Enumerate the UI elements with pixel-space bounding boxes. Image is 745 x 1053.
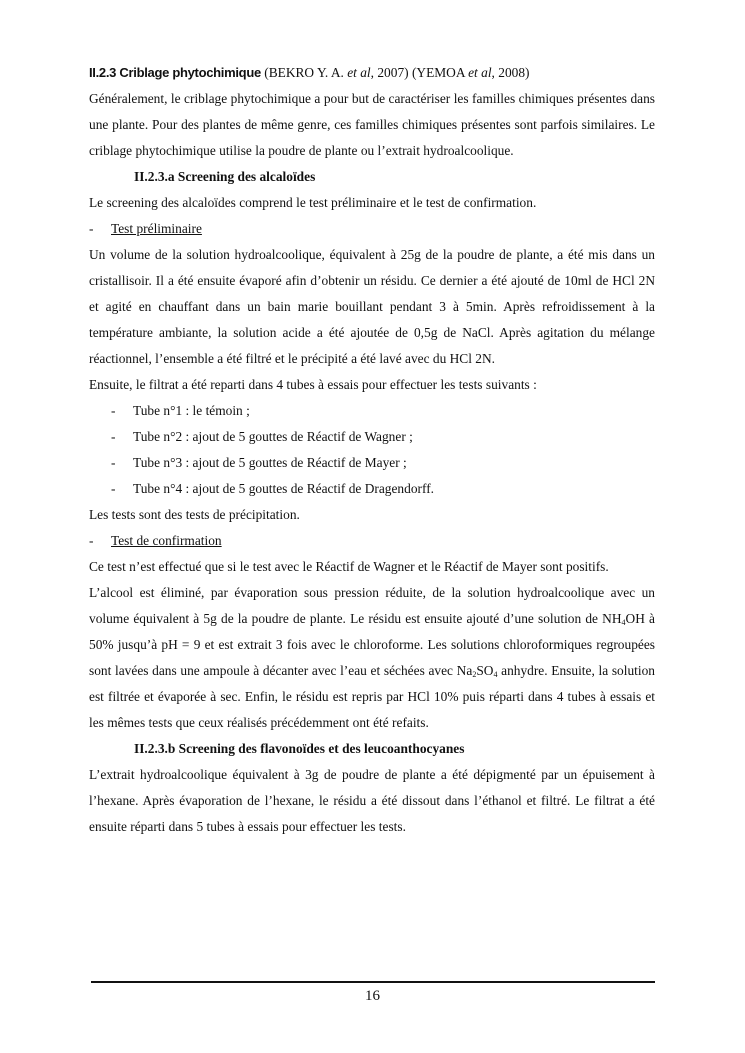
prelim-test-label: Test préliminaire [111,221,202,236]
tube-text: Tube n°1 : le témoin ; [133,403,250,418]
bullet-dash: - [89,533,94,548]
confirm-test-label: Test de confirmation [111,533,222,548]
reference-1-etal: et al [347,65,371,80]
section-heading-line [89,60,655,86]
subscript: 4 [493,670,498,679]
confirm-test-text: Ce test n’est effectué que si le test avec le Réactif de Wagner et le Réactif de Mayer sont positifs. [89,559,609,574]
reference-2-year: , 2008) [491,65,530,80]
repartition-text: Ensuite, le filtrat a été reparti dans 4 tubes à essais pour effectuer les tests suivants : [89,377,537,392]
reference-2-etal: et al [468,65,492,80]
list-item [89,424,655,450]
flavonoides-text: L’extrait hydroalcoolique équivalent à 3g de poudre de plante a été dépigmenté par un épuisement à l’hexane. Après évaporation de l’hexane, le résidu a été dissout dans l’éthanol et filtré. Le filtrat a été ensuite réparti dans 5 tubes à essais pour effectuer les tests. [89,767,655,834]
tube-text: Tube n°4 : ajout de 5 gouttes de Réactif de Dragendorff. [133,481,434,496]
subscript: 4 [621,618,626,627]
bullet-dash: - [111,481,116,496]
page-number: 16 [365,988,380,1004]
alcool-text-2: OH à 50% jusqu’à pH = 9 et est extrait 3 fois avec le chloroforme. Les solutions chloroformiques regroupées sont lavées dans une ampoule à décanter avec l’eau et séchées avec Na [89,611,655,678]
reference-1: (BEKRO Y. A. [260,65,348,80]
bullet-dash: - [89,221,94,236]
bullet-dash: - [111,403,116,418]
tube-list [89,398,655,502]
precipitation-text: Les tests sont des tests de précipitation. [89,507,300,522]
prelim-test-item [89,216,655,242]
subscript: 2 [472,670,477,679]
reference-1-year: , 2007) (YEMOA [370,65,469,80]
list-item [89,476,655,502]
alcool-text-3: SO [476,663,494,678]
page-body [89,60,655,840]
alcool-paragraph [89,580,655,736]
list-item [89,398,655,424]
flavonoides-heading: II.2.3.b Screening des flavonoïdes et des leucoanthocyanes [134,741,465,756]
section-title: II.2.3 Criblage phytochimique [89,65,261,80]
alcool-text-4: anhydre. Ensuite, la solution est filtrée et évaporée à sec. Enfin, le résidu est repris par HCl 10% puis réparti dans 4 tubes à essais et les mêmes tests que ceux réalisés précédemment ont été refaits. [89,663,655,730]
prelim-test-text: Un volume de la solution hydroalcoolique, équivalent à 25g de la poudre de plante, a été mis dans un cristallisoir. Il a été ensuite évaporé afin d’obtenir un résidu. Ce dernier a été ajouté de 10ml de HCl 2N et agité en chauffant dans un bain marie bouillant pendant 3 à 5min. Après refroidissement à la température ambiante, la solution acide a été ajoutée de 0,5g de NaCl. Après agitation du mélange réactionnel, l’ensemble a été filtré et le précipité a été lavé avec du HCl 2N. [89,247,655,366]
confirm-test-item [89,528,655,554]
tube-text: Tube n°2 : ajout de 5 gouttes de Réactif de Wagner ; [133,429,413,444]
bullet-dash: - [111,429,116,444]
alcool-text-1: L’alcool est éliminé, par évaporation sous pression réduite, de la solution hydroalcoolique avec un volume équivalent à 5g de la poudre de plante. Le résidu est ensuite ajouté d’une solution de NH [89,585,655,626]
alcaloides-heading: II.2.3.a Screening des alcaloïdes [134,169,316,184]
section-intro: Généralement, le criblage phytochimique a pour but de caractériser les familles chimiques présentes dans une plante. Pour des plantes de même genre, ces familles chimiques présentes sont parfois similaires. Le criblage phytochimique utilise la poudre de plante ou l’extrait hydroalcoolique. [89,91,655,158]
tube-text: Tube n°3 : ajout de 5 gouttes de Réactif de Mayer ; [133,455,407,470]
alcaloides-intro: Le screening des alcaloïdes comprend le test préliminaire et le test de confirmation. [89,195,537,210]
bullet-dash: - [111,455,116,470]
footer-divider [91,981,655,983]
list-item [89,450,655,476]
